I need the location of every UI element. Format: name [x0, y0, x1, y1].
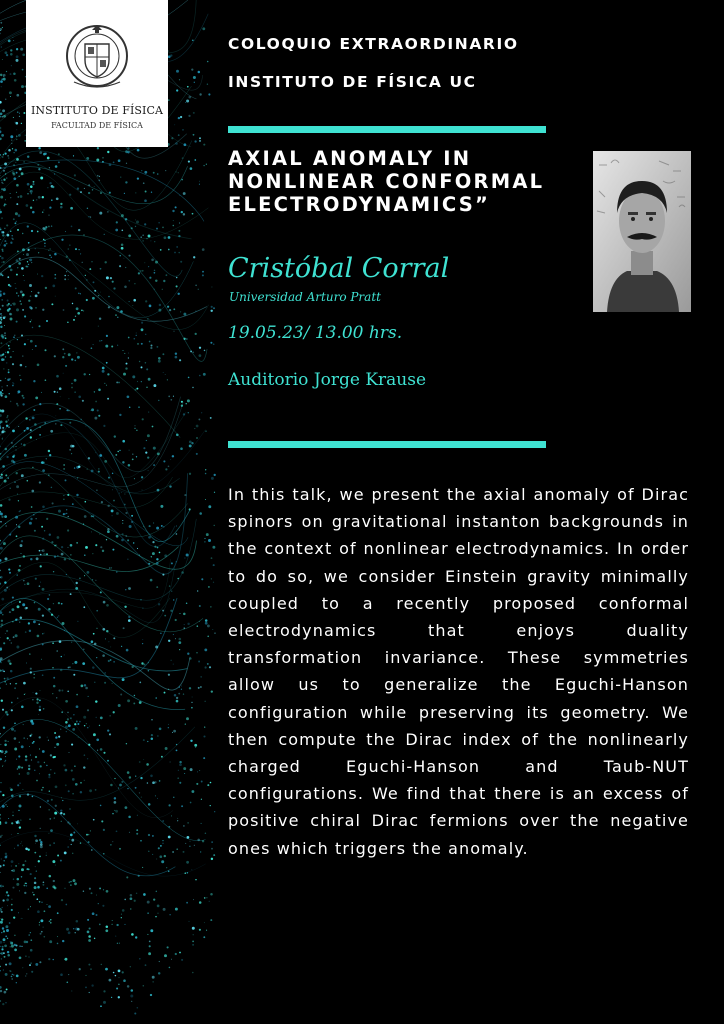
logo-subtitle: FACULTAD DE FÍSICA	[51, 121, 143, 130]
institute-name: INSTITUTO DE FÍSICA UC	[228, 73, 477, 91]
speaker-affiliation: Universidad Arturo Pratt	[229, 290, 381, 304]
speaker-photo	[593, 151, 691, 312]
talk-title-line-3: ELECTRODYNAMICS”	[228, 193, 490, 216]
series-title: COLOQUIO EXTRAORDINARIO	[228, 35, 519, 53]
event-datetime: 19.05.23/ 13.00 hrs.	[228, 323, 403, 343]
logo-title: INSTITUTO DE FÍSICA	[30, 104, 164, 117]
divider-top	[228, 126, 546, 133]
talk-abstract: In this talk, we present the axial anomaly of Dirac spinors on gravitational instanton backgrounds in the context of nonlinear electrodynamics. In order to do so, we consider Einstein gravity minimally coupled to a recently proposed conformal electrodynamics that enjoys duality transformation invariance. These symmetries allow us to generalize the Eguchi-Hanson configuration while preserving its geometry. We then compute the Dirac index of the nonlinearly charged Eguchi-Hanson and Taub-NUT configurations. We find that there is an excess of positive chiral Dirac fermions over the negative ones which triggers the anomaly.	[228, 485, 689, 858]
divider-bottom	[228, 441, 546, 448]
institute-logo	[26, 0, 168, 147]
talk-title-line-1: AXIAL ANOMALY IN	[228, 147, 472, 170]
event-venue: Auditorio Jorge Krause	[228, 370, 427, 390]
university-seal-icon	[64, 22, 130, 94]
speaker-name: Cristóbal Corral	[228, 253, 450, 284]
talk-title-line-2: NONLINEAR CONFORMAL	[228, 170, 545, 193]
